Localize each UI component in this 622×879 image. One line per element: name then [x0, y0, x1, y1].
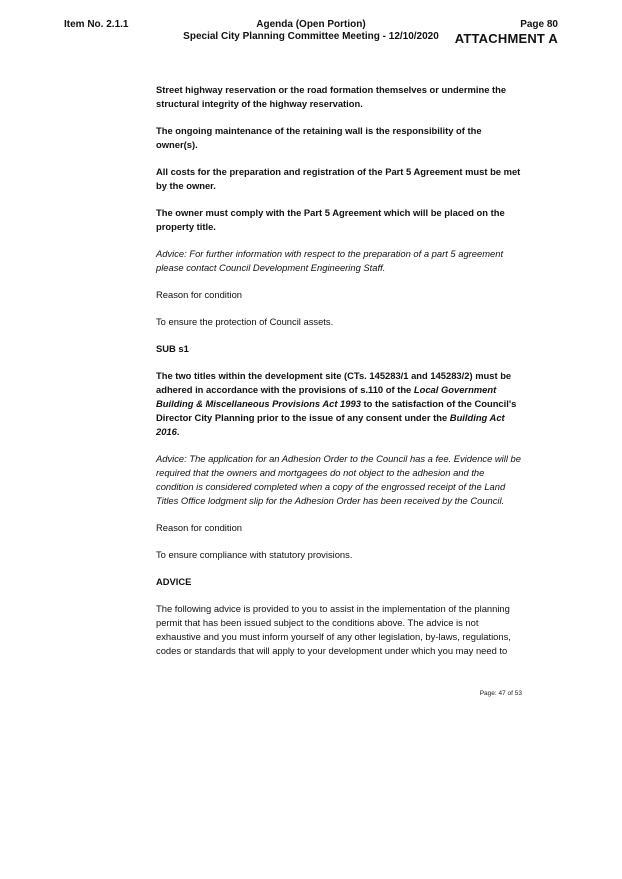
act-title-2: Building Act 2016 — [156, 412, 505, 437]
attachment-label: ATTACHMENT A — [454, 31, 558, 46]
agenda-title: Agenda (Open Portion) — [256, 19, 366, 30]
paragraph-comply: The owner must comply with the Part 5 Agreement which will be placed on the property title. — [156, 207, 505, 232]
advice-paragraph: The following advice is provided to you to assist in the implementation of the planning permit that has been issued subject to the conditions above. The advice is not exhaustive and you must inform yourself of any other legislation, by-laws, regulations, codes or standards that will apply to your development under which you may need to — [156, 603, 511, 656]
advice-heading: ADVICE — [156, 576, 192, 587]
titles-text-a: The two titles within the development site (CTs. 145283/1 and 145283/2) must be adhered in accordance with the provisions of s.110 of the — [156, 370, 512, 395]
titles-text-c: . — [176, 426, 180, 437]
reason-text-2: To ensure compliance with statutory provisions. — [156, 549, 353, 560]
paragraph-maintenance: The ongoing maintenance of the retaining wall is the responsibility of the owner(s). — [156, 125, 482, 150]
sub-heading: SUB s1 — [156, 343, 189, 354]
advice-adhesion: Advice: The application for an Adhesion Order to the Council has a fee. Evidence will be required that the owners and mortgagees do not object to the adhesion and the condition is considered completed when a copy of the engrossed receipt of the Land Titles Office lodgment slip for the Adhesion Order has been received by the Council. — [156, 453, 521, 506]
document-body — [156, 83, 522, 671]
titles-text-b: to the satisfaction of the Council's Director City Planning prior to the issue of any consent under the — [156, 398, 517, 423]
agenda-header — [150, 19, 472, 43]
reason-label-2: Reason for condition — [156, 522, 242, 533]
act-title-1: Local Government Building & Miscellaneous Provisions Act 1993 — [156, 384, 497, 409]
reason-text-1: To ensure the protection of Council assets. — [156, 316, 334, 327]
meeting-title: Special City Planning Committee Meeting - 12/10/2020 — [183, 31, 439, 42]
paragraph-highway: Street highway reservation or the road formation themselves or undermine the structural integrity of the highway reservation. — [156, 84, 507, 109]
reason-label-1: Reason for condition — [156, 289, 242, 300]
page-footer: Page: 47 of 53 — [479, 690, 522, 697]
paragraph-titles — [156, 369, 522, 439]
advice-part5: Advice: For further information with respect to the preparation of a part 5 agreement please contact Council Development Engineering Staff. — [156, 248, 504, 273]
item-number: Item No. 2.1.1 — [64, 19, 129, 30]
page-number: Page 80 — [520, 19, 558, 30]
page-header-right — [455, 19, 558, 46]
paragraph-costs: All costs for the preparation and registration of the Part 5 Agreement must be met by the owner. — [156, 166, 521, 191]
